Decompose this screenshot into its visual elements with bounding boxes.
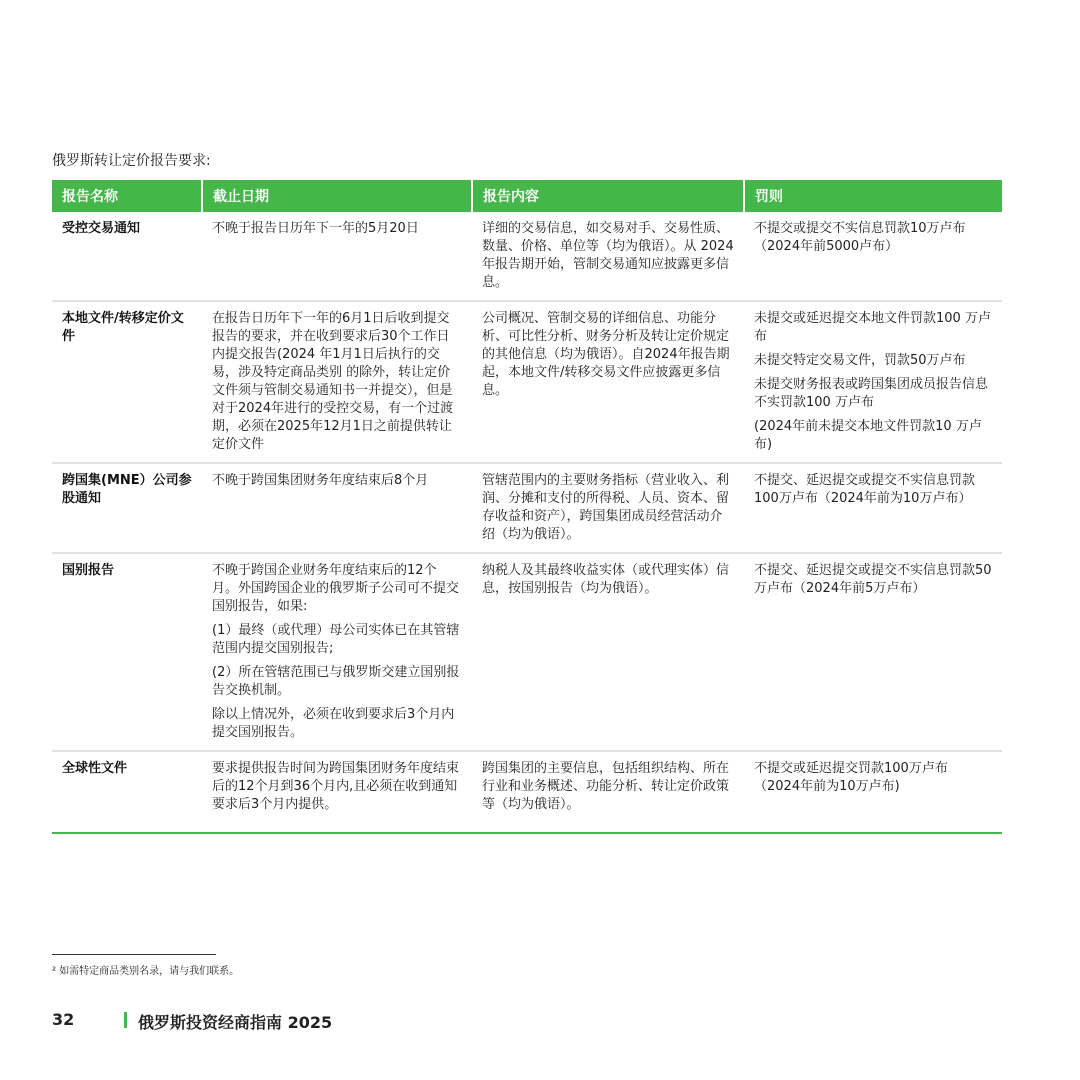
deadline-cell xyxy=(202,553,472,751)
report-name: 跨国集(MNE）公司参股通知 xyxy=(52,463,202,553)
penalty-text: 不提交、延迟提交或提交不实信息罚款 100万卢布（2024年前为10万卢布） xyxy=(754,473,976,506)
table-row xyxy=(52,212,1002,301)
deadline-text: (2）所在管辖范围已与俄罗斯交建立国别报告交换机制。 xyxy=(212,665,460,698)
deadline-text: 不晚于跨国集团财务年度结束后8个月 xyxy=(212,473,429,488)
footnote: ² 如需特定商品类别名录，请与我们联系。 xyxy=(52,966,240,977)
table-row xyxy=(52,751,1002,833)
penalty-text: 未提交财务报表或跨国集团成员报告信息不实罚款100 万卢布 xyxy=(754,377,989,410)
content-cell xyxy=(472,553,744,751)
deadline-cell xyxy=(202,751,472,833)
table-header-row xyxy=(52,180,1002,212)
deadline-text: 除以上情况外，必须在收到要求后3个月内提交国别报告。 xyxy=(212,707,455,740)
deadline-text: 不晚于报告日历年下一年的5月20日 xyxy=(212,221,419,236)
penalty-text: 不提交或提交不实信息罚款10万卢布（2024年前5000卢布） xyxy=(754,221,966,254)
penalty-cell xyxy=(744,212,1002,301)
penalty-text: 未提交特定交易文件，罚款50万卢布 xyxy=(754,353,966,368)
report-name: 国别报告 xyxy=(52,553,202,751)
deadline-cell xyxy=(202,463,472,553)
content-text: 纳税人及其最终收益实体（或代理实体）信息，按国别报告（均为俄语）。 xyxy=(482,563,730,596)
content-cell xyxy=(472,463,744,553)
penalty-text: (2024年前未提交本地文件罚款10 万卢布) xyxy=(754,419,982,452)
penalty-cell xyxy=(744,301,1002,463)
deadline-cell xyxy=(202,212,472,301)
intro-text: 俄罗斯转让定价报告要求: xyxy=(52,153,211,169)
deadline-text: 在报告日历年下一年的6月1日后收到提交报告的要求，并在收到要求后30个工作日内提交报告(2024 年1月1日后执行的交易，涉及特定商品类别 的除外，转让定价文件须与管制交易通知书一并提交），但是对于2024年进行的受控交易，有一个过渡期，必须在2025年12月1日之前提供转让定价文件 xyxy=(212,311,454,452)
footer-title: 俄罗斯投资经商指南 2025 xyxy=(138,1013,333,1032)
content-text: 管辖范围内的主要财务指标（营业收入、利润、分摊和支付的所得税、人员、资本、留存收益和资产），跨国集团成员经营活动介绍（均为俄语）。 xyxy=(482,473,730,542)
content-text: 跨国集团的主要信息，包括组织结构、所在行业和业务概述、功能分析、转让定价政策等（均为俄语）。 xyxy=(482,761,730,812)
header-penalty: 罚则 xyxy=(744,180,1002,212)
penalty-text: 不提交或延迟提交罚款100万卢布（2024年前为10万卢布) xyxy=(754,761,948,794)
content-cell xyxy=(472,751,744,833)
deadline-text: 不晚于跨国企业财务年度结束后的12个月。外国跨国企业的俄罗斯子公司可不提交国别报告，如果: xyxy=(212,563,460,614)
footnote-divider xyxy=(52,954,216,955)
header-report-name: 报告名称 xyxy=(52,180,202,212)
header-content: 报告内容 xyxy=(472,180,744,212)
table-row xyxy=(52,301,1002,463)
penalty-cell xyxy=(744,553,1002,751)
content-text: 详细的交易信息，如交易对手、交易性质、数量、价格、单位等（均为俄语）。从 2024 年报告期开始，管制交易通知应披露更多信息。 xyxy=(482,221,734,290)
penalty-text: 不提交、延迟提交或提交不实信息罚款50万卢布（2024年前5万卢布） xyxy=(754,563,992,596)
header-deadline: 截止日期 xyxy=(202,180,472,212)
table-row xyxy=(52,463,1002,553)
penalty-cell xyxy=(744,751,1002,833)
deadline-text: (1）最终（或代理）母公司实体已在其管辖范围内提交国别报告; xyxy=(212,623,460,656)
content-cell xyxy=(472,301,744,463)
table-row xyxy=(52,553,1002,751)
report-name: 本地文件/转移定价文件 xyxy=(52,301,202,463)
penalty-cell xyxy=(744,463,1002,553)
report-name: 全球性文件 xyxy=(52,751,202,833)
deadline-cell xyxy=(202,301,472,463)
transfer-pricing-table xyxy=(52,180,1002,834)
footer-accent-bar xyxy=(124,1012,127,1028)
deadline-text: 要求提供报告时间为跨国集团财务年度结束后的12个月到36个月内,且必须在收到通知要求后3个月内提供。 xyxy=(212,761,460,812)
page-number: 32 xyxy=(52,1010,75,1029)
penalty-text: 未提交或延迟提交本地文件罚款100 万卢布 xyxy=(754,311,991,344)
content-text: 公司概况、管制交易的详细信息、功能分析、可比性分析、财务分析及转让定价规定的其他信息（均为俄语）。自2024年报告期起，本地文件/转移交易文件应披露更多信息。 xyxy=(482,311,730,398)
report-name: 受控交易通知 xyxy=(52,212,202,301)
content-cell xyxy=(472,212,744,301)
